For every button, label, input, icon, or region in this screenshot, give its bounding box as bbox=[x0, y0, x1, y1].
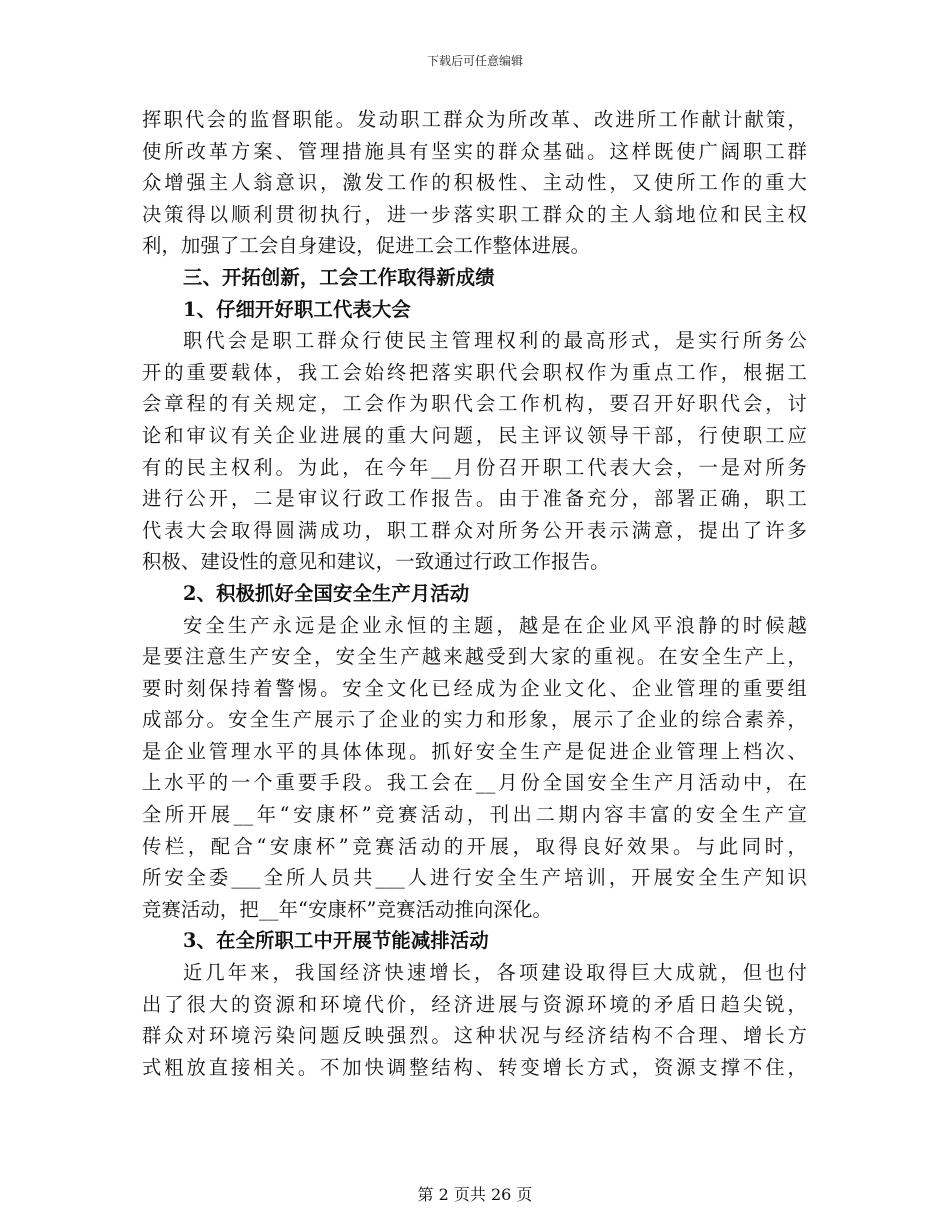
text-line: 传栏，配合“安康杯”竞赛活动的开展，取得良好效果。与此同时， bbox=[142, 834, 807, 858]
text-line: 进行公开，二是审议行政工作报告。由于准备充分，部署正确，职工 bbox=[142, 487, 807, 511]
text-line: 式粗放直接相关。不加快调整结构、转变增长方式，资源支撑不住， bbox=[142, 1055, 807, 1079]
text-line: 所安全委___全所人员共___人进行安全生产培训，开展安全生产知识 bbox=[142, 866, 807, 890]
text-line: 代表大会取得圆满成功，职工群众对所务公开表示满意，提出了许多 bbox=[142, 518, 807, 542]
text-line: 竞赛活动，把__年“安康杯”竞赛活动推向深化。 bbox=[142, 897, 552, 921]
section-heading: 1、仔细开好职工代表大会 bbox=[183, 297, 411, 321]
text-line: 众增强主人翁意识，激发工作的积极性、主动性，又使所工作的重大 bbox=[142, 171, 807, 195]
text-line: 利，加强了工会自身建设，促进工会工作整体进展。 bbox=[142, 234, 591, 258]
text-line: 会章程的有关规定，工会作为职代会工作机构，要召开好职代会，讨 bbox=[142, 392, 807, 416]
text-line: 有的民主权利。为此，在今年__月份召开职工代表大会，一是对所务 bbox=[142, 455, 807, 479]
text-line: 论和审议有关企业进展的重大问题，民主评议领导干部，行使职工应 bbox=[142, 423, 807, 447]
text-line: 出了很大的资源和环境代价，经济进展与资源环境的矛盾日趋尖锐， bbox=[142, 992, 807, 1016]
text-line: 群众对环境污染问题反映强烈。这种状况与经济结构不合理、增长方 bbox=[142, 1024, 807, 1048]
text-line: 开的重要载体，我工会始终把落实职代会职权作为重点工作，根据工 bbox=[142, 360, 807, 384]
text-line: 挥职代会的监督职能。发动职工群众为所改革、改进所工作献计献策， bbox=[142, 108, 807, 131]
text-line: 积极、建设性的意见和建议，一致通过行政工作报告。 bbox=[142, 550, 610, 574]
text-line: 要时刻保持着警惕。安全文化已经成为企业文化、企业管理的重要组 bbox=[142, 676, 807, 700]
document-body bbox=[142, 104, 807, 1083]
text-line: 是要注意生产安全，安全生产越来越受到大家的重视。在安全生产上， bbox=[142, 645, 807, 669]
section-heading: 三、开拓创新，工会工作取得新成绩 bbox=[183, 265, 495, 289]
text-line: 成部分。安全生产展示了企业的实力和形象，展示了企业的综合素养， bbox=[142, 708, 807, 732]
section-heading: 2、积极抓好全国安全生产月活动 bbox=[183, 581, 470, 605]
page-header: 下载后可任意编辑 bbox=[426, 54, 523, 68]
page-footer: 第 2 页共 26 页 bbox=[417, 1185, 533, 1204]
text-line: 安全生产永远是企业永恒的主题，越是在企业风平浪静的时候越 bbox=[183, 613, 807, 637]
text-line: 全所开展__年“安康杯”竞赛活动，刊出二期内容丰富的安全生产宣 bbox=[142, 803, 807, 827]
text-line: 决策得以顺利贯彻执行，进一步落实职工群众的主人翁地位和民主权 bbox=[142, 202, 807, 226]
text-line: 上水平的一个重要手段。我工会在__月份全国安全生产月活动中，在 bbox=[142, 771, 807, 795]
text-line: 使所改革方案、管理措施具有坚实的群众基础。这样既使广阔职工群 bbox=[142, 139, 807, 163]
text-line: 近几年来，我国经济快速增长，各项建设取得巨大成就，但也付 bbox=[183, 961, 807, 985]
text-line: 职代会是职工群众行使民主管理权利的最高形式，是实行所务公 bbox=[183, 329, 807, 353]
text-line: 是企业管理水平的具体体现。抓好安全生产是促进企业管理上档次、 bbox=[142, 739, 807, 763]
section-heading: 3、在全所职工中开展节能减排活动 bbox=[183, 929, 489, 953]
